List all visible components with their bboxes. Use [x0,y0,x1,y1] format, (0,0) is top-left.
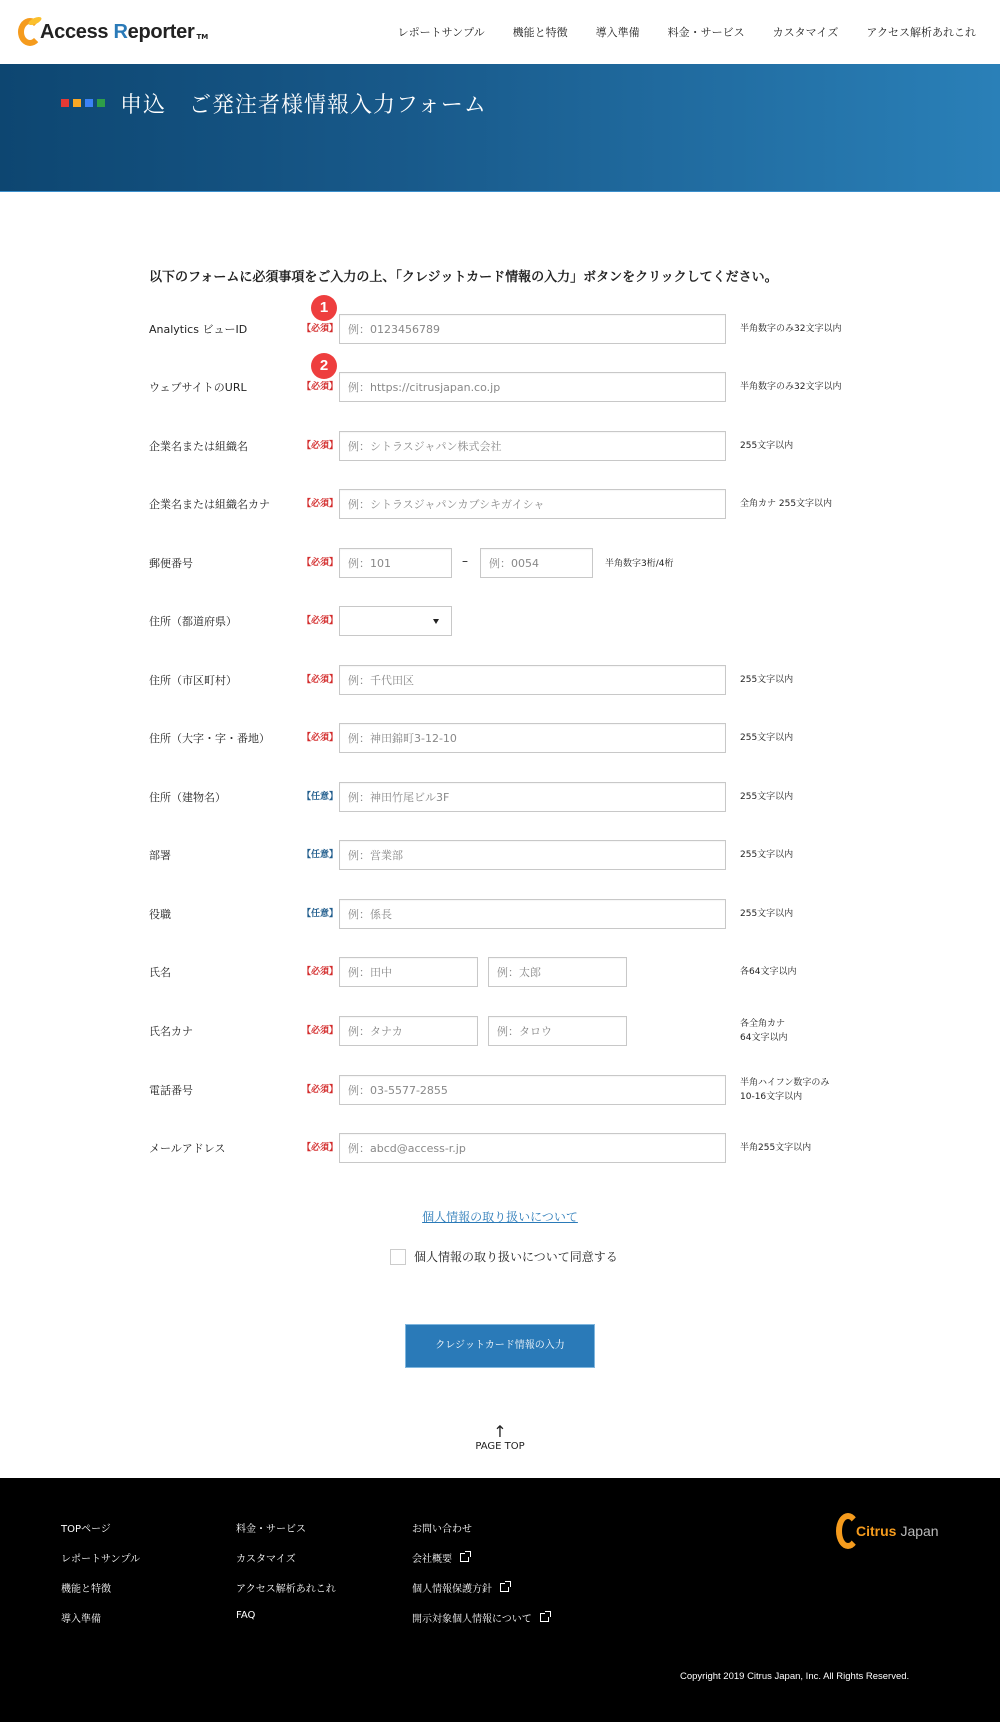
required-badge: 【必須】 [302,324,339,334]
form-row-name-kana [0,1016,1000,1046]
field-hint: 半角255文字以内 [740,1143,812,1153]
nav-features[interactable]: 機能と特徴 [512,26,568,39]
footer-link-top[interactable]: TOPページ [61,1524,111,1535]
required-badge: 【必須】 [302,1143,339,1153]
phone-input[interactable] [339,1075,726,1105]
copyright: Copyright 2019 Citrus Japan, Inc. All Rights Reserved. [680,1671,910,1682]
field-label: ウェブサイトのURL [149,381,247,394]
first-name-kana-input[interactable] [488,1016,627,1046]
field-hint: 255文字以内 [740,675,794,685]
optional-badge: 【任意】 [302,909,339,919]
footer-link-faq[interactable]: FAQ [236,1610,256,1621]
nav-setup[interactable]: 導入準備 [595,26,640,39]
field-label: 部署 [149,849,171,862]
form-row-full-name [0,957,1000,987]
form-row-analytics-view-id [0,314,1000,344]
field-label: Analytics ビューID [149,323,248,336]
company-name-input[interactable] [339,431,726,461]
required-badge: 【必須】 [302,441,339,451]
external-link-icon [540,1613,549,1622]
optional-badge: 【任意】 [302,792,339,802]
field-hint: 255文字以内 [740,792,794,802]
nav-customize[interactable]: カスタマイズ [772,26,839,39]
page-top-link[interactable] [0,1424,1000,1452]
field-hint: 半角数字のみ32文字以内 [740,382,842,392]
field-label: 企業名または組織名 [149,440,248,453]
page-hero [0,64,1000,192]
company-kana-input[interactable] [339,489,726,519]
field-label: 氏名カナ [149,1025,193,1038]
form-row-street-address [0,723,1000,753]
annotation-marker-1: 1 [311,295,337,321]
annotation-marker-2: 2 [311,353,337,379]
logo-tm: TM [196,33,209,41]
optional-badge: 【任意】 [302,850,339,860]
nav-report-sample[interactable]: レポートサンプル [397,26,485,39]
credit-card-input-button[interactable]: クレジットカード情報の入力 [405,1324,595,1368]
footer-link-contact[interactable]: お問い合わせ [412,1524,472,1535]
site-footer [0,1478,1000,1722]
field-hint: 全角カナ 255文字以内 [740,499,833,509]
analytics-view-id-input[interactable] [339,314,726,344]
main-nav [370,24,976,40]
form-row-job-title [0,899,1000,929]
field-hint: 各64文字以内 [740,967,797,977]
field-label: 住所（大字・字・番地） [149,732,270,745]
form-row-phone [0,1075,1000,1105]
footer-link-privacy-policy[interactable]: 個人情報保護方針 [412,1580,509,1595]
field-hint: 半角数字のみ32文字以内 [740,324,842,334]
field-hint: 半角数字3桁/4桁 [605,559,674,569]
required-badge: 【必須】 [302,558,339,568]
required-badge: 【必須】 [302,382,339,392]
footer-link-pricing[interactable]: 料金・サービス [236,1524,306,1535]
street-address-input[interactable] [339,723,726,753]
last-name-input[interactable] [339,957,478,987]
footer-link-disclosure[interactable]: 開示対象個人情報について [412,1610,549,1625]
field-label: 電話番号 [149,1084,193,1097]
form-row-company-kana [0,489,1000,519]
privacy-agree-checkbox-row[interactable] [390,1248,618,1265]
logo-text: Access Reporter [40,20,195,43]
city-input[interactable] [339,665,726,695]
required-badge: 【必須】 [302,675,339,685]
form-row-postal-code [0,548,1000,578]
logo-swoosh-icon [18,16,44,48]
footer-link-report-sample[interactable]: レポートサンプル [61,1554,141,1565]
field-label: 郵便番号 [149,557,193,570]
site-header [0,0,1000,64]
external-link-icon [500,1583,509,1592]
page-top-label: PAGE TOP [475,1441,525,1452]
prefecture-select[interactable] [339,606,452,636]
field-label: 住所（都道府県） [149,615,237,628]
external-link-icon [460,1553,469,1562]
building-input[interactable] [339,782,726,812]
privacy-policy-link[interactable]: 個人情報の取り扱いについて [422,1210,578,1224]
field-label: 住所（市区町村） [149,674,237,687]
field-hint: 255文字以内 [740,441,794,451]
form-row-email [0,1133,1000,1163]
required-badge: 【必須】 [302,967,339,977]
last-name-kana-input[interactable] [339,1016,478,1046]
page-title: 申込 ご発注者様情報入力フォーム [120,93,487,118]
required-badge: 【必須】 [302,1026,339,1036]
nav-pricing[interactable]: 料金・サービス [667,26,745,39]
form-row-website-url [0,372,1000,402]
required-badge: 【必須】 [302,733,339,743]
form-row-prefecture [0,606,1000,636]
field-hint: 255文字以内 [740,733,794,743]
caret-down-icon [433,619,439,624]
access-reporter-logo[interactable] [18,14,208,50]
field-label: メールアドレス [149,1142,226,1155]
postal-code-second-input[interactable] [480,548,593,578]
website-url-input[interactable] [339,372,726,402]
color-squares-icon [61,99,105,107]
required-badge: 【必須】 [302,499,339,509]
job-title-input[interactable] [339,899,726,929]
footer-link-company[interactable]: 会社概要 [412,1550,469,1565]
field-label: 役職 [149,908,171,921]
privacy-agree-checkbox[interactable] [390,1249,406,1265]
footer-link-customize[interactable]: カスタマイズ [236,1554,296,1565]
footer-link-setup[interactable]: 導入準備 [61,1614,101,1625]
field-label: 住所（建物名） [149,791,226,804]
field-hint: 各全角カナ 64文字以内 [740,1019,788,1043]
field-hint: 255文字以内 [740,850,794,860]
nav-analytics-tips[interactable]: アクセス解析あれこれ [866,26,976,39]
department-input[interactable] [339,840,726,870]
postal-separator: – [462,554,468,568]
form-row-department [0,840,1000,870]
privacy-agree-label: 個人情報の取り扱いについて同意する [414,1250,618,1264]
email-input[interactable] [339,1133,726,1163]
field-label: 氏名 [149,966,171,979]
required-badge: 【必須】 [302,1085,339,1095]
footer-link-analytics-tips[interactable]: アクセス解析あれこれ [236,1584,336,1595]
postal-code-first-input[interactable] [339,548,452,578]
arrow-up-icon: ↑ [493,1422,507,1441]
citrus-japan-logo[interactable]: Citrus Japan [836,1513,939,1549]
form-row-building [0,782,1000,812]
form-row-city [0,665,1000,695]
first-name-input[interactable] [488,957,627,987]
form-row-company-name [0,431,1000,461]
form-instructions: 以下のフォームに必須事項をご入力の上、「クレジットカード情報の入力」ボタンをクリックしてください。 [149,270,778,285]
field-hint: 半角ハイフン数字のみ 10-16文字以内 [740,1078,830,1102]
field-hint: 255文字以内 [740,909,794,919]
footer-link-features[interactable]: 機能と特徴 [61,1584,111,1595]
required-badge: 【必須】 [302,616,339,626]
field-label: 企業名または組織名カナ [149,498,270,511]
